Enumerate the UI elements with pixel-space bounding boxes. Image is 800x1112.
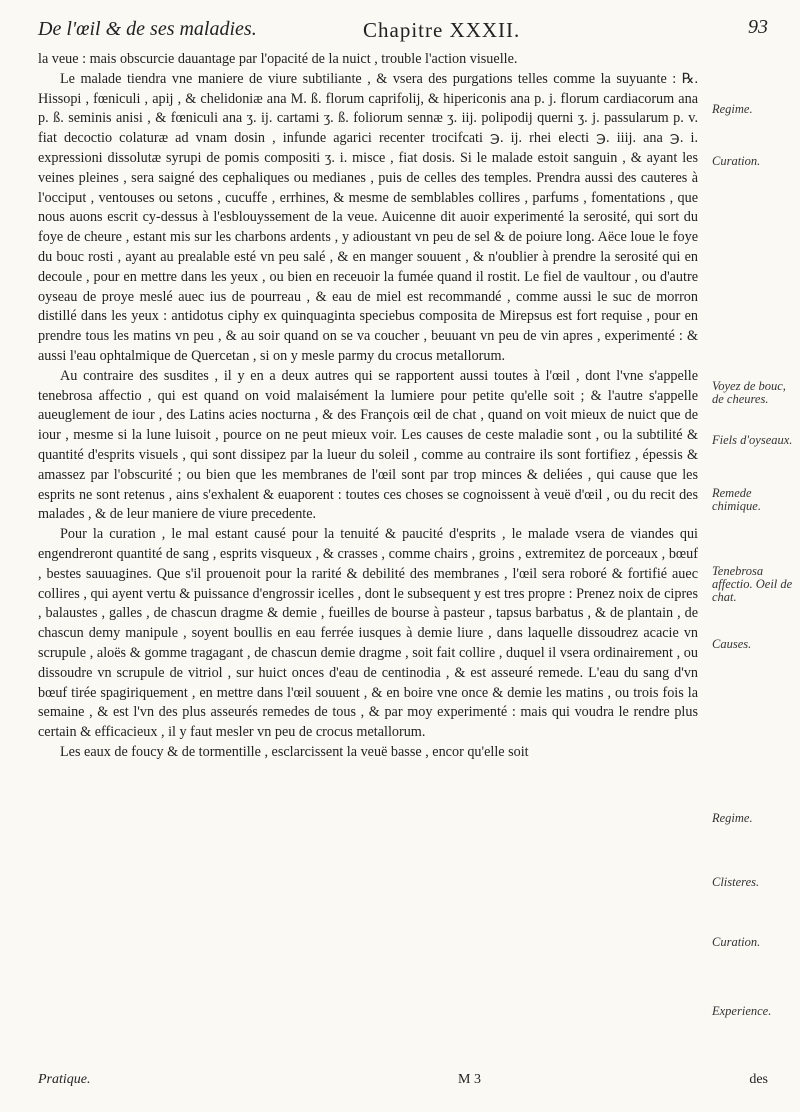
paragraph: Les eaux de foucy & de tormentille , esclarcissent la veuë basse , encor qu'elle soit	[60, 743, 529, 760]
page-footer	[38, 1072, 768, 1094]
margin-note: Curation.	[712, 154, 761, 168]
main-text	[38, 50, 698, 763]
paragraph: Le malade tiendra vne maniere de viure subtiliante , & vsera des purgations telles comme la suyuante : ℞. Hissopi , fœniculi , apij , & chelidoniæ ana M. ß. florum caprifolij, & hipericonis ana p. j. florum cardiacorum ana p. ß. seminis anisi , & fœniculi ana ʒ. ij. cartami ʒ. ß. foliorum sennæ ʒ. iij. polipodij querni ʒ. j. passularum p. v. fiat decoctio colaturæ ad vnam dosin , infunde agarici recenter trocifcati ℈. ij. rhei electi ℈. iiij. ana ℈. i. expressioni dissolutæ syrupi de pomis compositi ʒ. i. misce , fiat dosis. Si le malade estoit sanguin , & ayant les veines pleines , sera saigné des cephaliques ou medianes , puis de celles des temples. Prendra aussi des cauteres à l'occiput , ventouses ou setons , cucuffe , errhines, & mesme de semblables collires , parfums , fomentations , que nous auons escrit cy-dessus à l'esblouyssement de la veue. Auicenne dit auoir experimenté la serosité, qui sort du foye de cheure , estant mis sur les charbons ardents , y adioustant vn peu de sel & de poiure long. Aëce loue le foye du bouc rosti , ayant au prealable esté vn peu salé , & en manger souuent , & n'oublier à prendre la serosité qui en decoule , pour en mettre dans les yeux , ou bien en receuoir la fumée quand il rostit. Le fiel de vaultour , ou d'autre oyseau de proye meslé auec ius de pourreau , & eau de miel est recommandé , comme aussi le suc de morron distillé dans les yeux : antidotus ciphy ex quinquaginta speciebus composita de Mirepsus est fort requise , pour en prendre tous les matins vn peu , & au soir quand on se va coucher , beuuant vn peu de vin apres , experimenté : & aussi l'eau ophtalmique de Quercetan , si on y mesle parmy du crocus metallorum.	[38, 70, 698, 364]
paragraph: Pour la curation , le mal estant causé pour la tenuité & paucité d'esprits , le malade vsera de viandes qui engendreront quantité de sang , esprits visqueux , & crasses , comme chairs , groins , extremitez de porceaux , bœuf , bestes sauuagines. Que s'il prouenoit pour la rarité & debilité des membranes , l'œil sera roboré & fortifié auec collires , qui ayent vertu & puissance d'engrossir icelles , dont le subsequent y est tres propre : Prenez noix de cipres , balaustes , galles , de chascun dragme & demie , fueilles de bourse à pasteur , tapsus barbatus , & de plantain , de chascun demy manipule , soyent boullis en eau ferrée iusques à demie liure , dans laquelle dissoudrez acacie vn scrupule , aloës & gomme tragagant , de chascun demie dragme , soit fait collire , duquel il vsera ordinairement , ou dissoudre vn scrupule de vitriol , sur huict onces d'eau de centinodia , & est asseuré remede. L'eau du sang d'vn bœuf tirée spagiriquement , en mettre dans l'œil souuent , & en boire vne once & demie les matins , ou trois fois la semaine , & est l'vn des plus asseurés remedes de tous , & par moy experimenté : mais qui voudra le rendre plus certain & efficacieux , il y faut mesler vn peu de crocus metallorum.	[38, 526, 698, 741]
page-number: 93	[748, 16, 768, 38]
chapter-heading: Chapitre XXXII.	[363, 18, 521, 42]
margin-note: Voyez de bouc, de cheures.	[712, 379, 786, 406]
paragraph: la veue : mais obscurcie dauantage par l'opacité de la nuict , trouble l'action visuelle.	[38, 51, 518, 67]
margin-note: Regime.	[712, 811, 753, 825]
margin-note: Tenebrosa affectio. Oeil de chat.	[712, 564, 793, 604]
running-title: De l'œil & de ses maladies.	[38, 18, 257, 40]
margin-note: Fiels d'oyseaux.	[712, 433, 793, 447]
margin-note: Curation.	[712, 935, 761, 949]
margin-note: Causes.	[712, 637, 752, 651]
margin-note: Regime.	[712, 102, 753, 116]
catchword-right: des	[749, 1072, 768, 1087]
margin-note: Clisteres.	[712, 875, 760, 889]
margin-note: Experience.	[712, 1004, 772, 1018]
paragraph: Au contraire des susdites , il y en a deux autres qui se rapportent aussi toutes à l'œil , dont l'vne s'appelle tenebrosa affectio , qui est quand on void malaisément la lumiere pour petite qu'elle soit ; & l'autre s'appelle aueuglement de iour , des Latins acies nocturna , & des François œil de chat , quand on voit mieux de nuict que de iour , mesme si la lune luisoit , pource on ne peut mieux voir. Les causes de ceste maladie sont , ou la subtilité & quantité d'esprits visuels , qui sont dissipez par la lueur du soleil , comme au contraire ils sont fortifiez , épessis & amassez par l'obscurité ; ou bien que les membranes de l'œil sont par trop minces & deliées , qui cause que les esprits ne sont retenus , ains s'exhalent & euaporent : toutes ces choses se cognoissent à veuë d'œil , ou du recit des malades , & de leur maniere de viure precedente.	[38, 367, 698, 523]
margin-note: Remede chimique.	[712, 486, 761, 513]
catchword-left: Pratique.	[38, 1072, 91, 1087]
signature-mark: M 3	[458, 1072, 481, 1087]
page-header	[38, 14, 768, 48]
